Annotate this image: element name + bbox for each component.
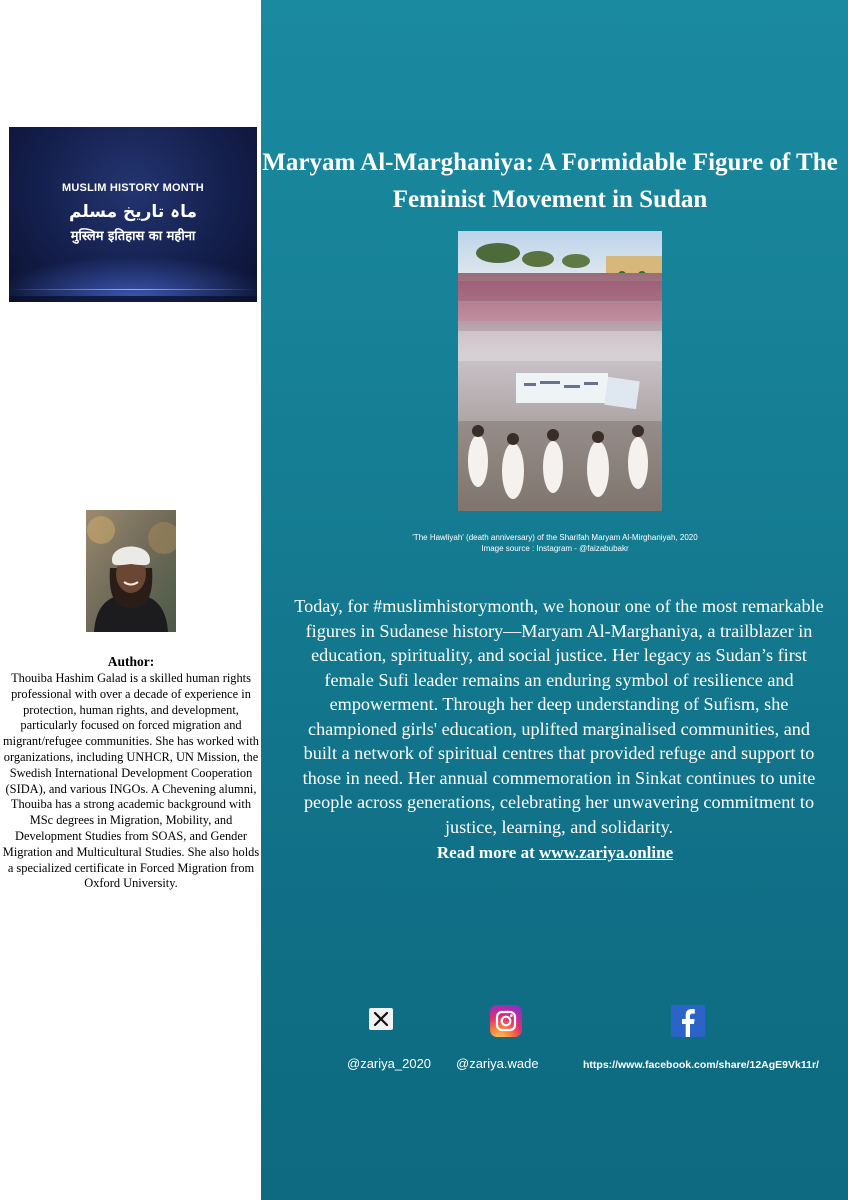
caption-line-1: 'The Hawliyah' (death anniversary) of the Sharifah Maryam Al-Mirghaniyah, 2020 xyxy=(412,533,698,542)
author-portrait xyxy=(86,510,176,632)
facebook-icon[interactable] xyxy=(671,1005,705,1037)
instagram-icon[interactable] xyxy=(490,1005,522,1037)
author-heading: Author: xyxy=(107,654,155,669)
banner-light-line xyxy=(9,289,257,290)
author-photo xyxy=(86,510,176,632)
x-icon[interactable] xyxy=(369,1008,393,1030)
banner-glow xyxy=(9,256,257,296)
banner-urdu-text: ماہ تاریخ مسلم xyxy=(69,202,197,222)
photo-caption xyxy=(262,532,848,554)
banner-english-text: MUSLIM HISTORY MONTH xyxy=(62,182,204,194)
read-more xyxy=(262,843,848,863)
crowd-gathering-photo xyxy=(458,231,662,511)
muslim-history-month-banner xyxy=(9,127,257,302)
article-title: Maryam Al-Marghaniya: A Formidable Figure of The Feminist Movement in Sudan xyxy=(262,149,838,213)
read-more-label: Read more at xyxy=(436,843,540,862)
x-handle[interactable]: @zariya_2020 xyxy=(347,1056,432,1071)
caption-line-2: Image source : Instagram - @faizabubakr xyxy=(481,544,629,553)
article-body: Today, for #muslimhistorymonth, we honour one of the most remarkable figures in Sudanese history—Maryam Al-Marghaniya, a trailblazer in education, spirituality, and social justice. Her legacy as Sudan’s first female Sufi leader remains an enduring symbol of resilience and empowerment. Through her deep understanding of Sufism, she championed girls' education, uplifted marginalised communities, and built a network of spiritual centres that provided refuge and support to those in need. Her annual commemoration in Sinkat continues to unite people across generations, celebrating her unwavering commitment to justice, learning, and solidarity. xyxy=(294,596,824,837)
banner-hindi-text: मुस्लिम इतिहास का महीना xyxy=(70,229,196,244)
instagram-handle[interactable]: @zariya.wade xyxy=(456,1056,539,1071)
zariya-website-link[interactable]: www.zariya.online xyxy=(539,843,674,862)
facebook-url[interactable]: https://www.facebook.com/share/12AgE9Vk11r/ xyxy=(583,1059,819,1071)
author-bio: Thouiba Hashim Galad is a skilled human rights professional with over a decade of experience in protection, human rights, and development, particularly focused on forced migration and migrant/refugee communities. She has worked with organizations, including UNHCR, UN Mission, the Swedish International Development Cooperation (SIDA), and various INGOs. A Chevening alumni, Thouiba has a strong academic background with MSc degrees in Migration, Mobility, and Development Studies from SOAS, and Gender Migration and Multicultural Studies. She also holds a specialized certificate in Forced Migration from Oxford University. xyxy=(2,671,260,891)
crowd-photo-illustration xyxy=(458,231,662,511)
